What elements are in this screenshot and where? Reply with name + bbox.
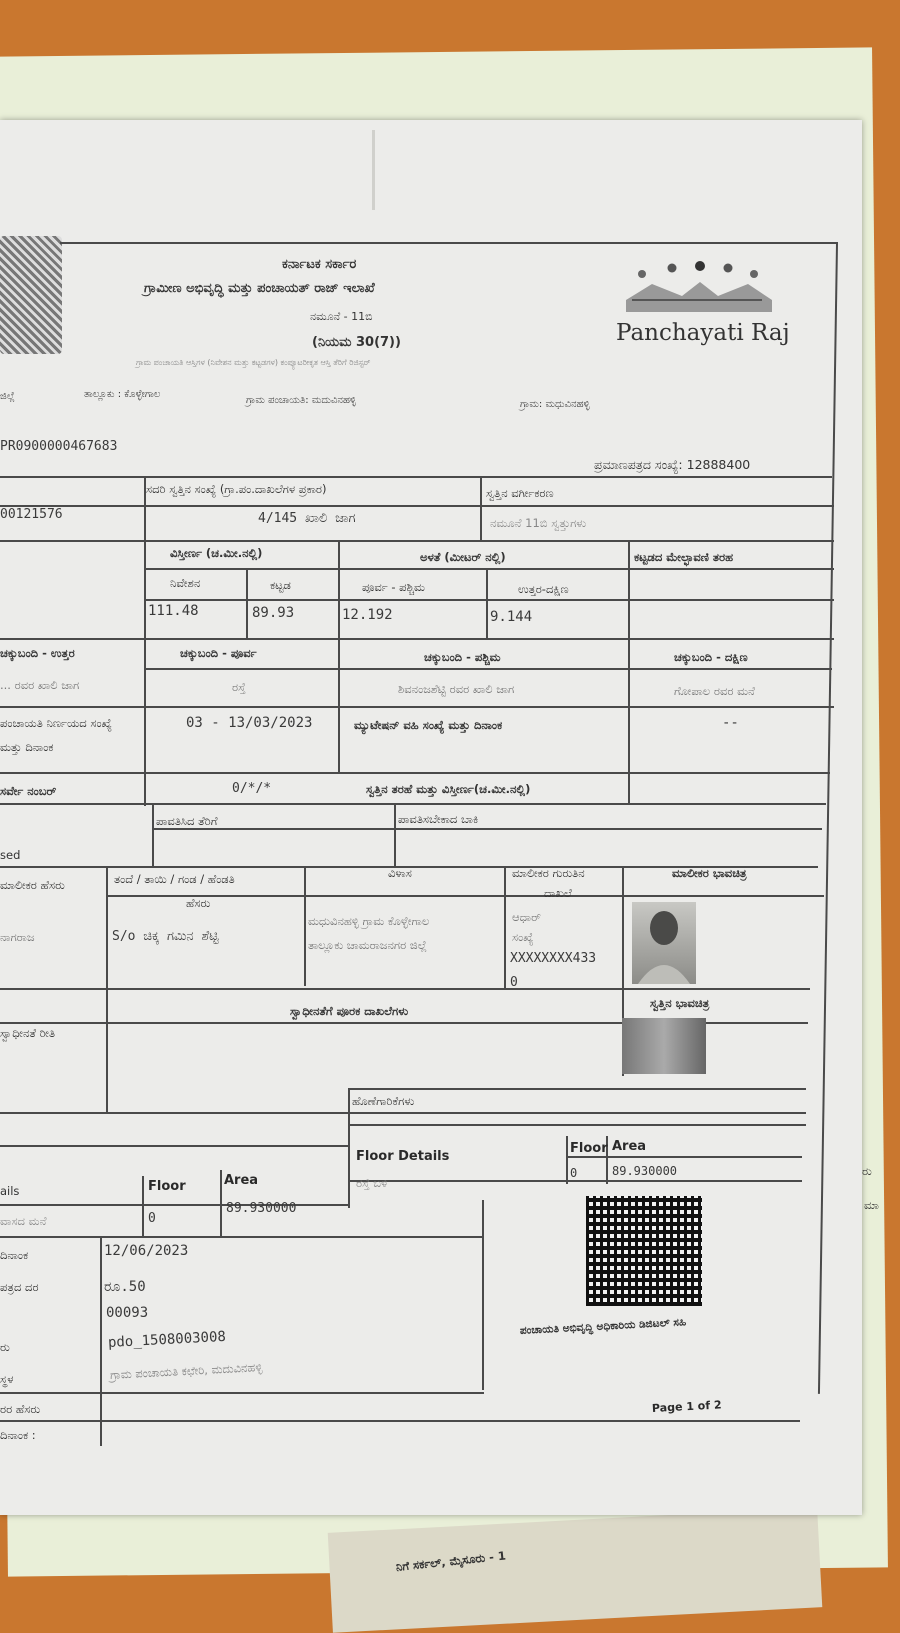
row-line-25 bbox=[0, 1420, 800, 1422]
col-line-13 bbox=[348, 1088, 350, 1208]
col-line-6 bbox=[628, 540, 630, 804]
row-line-13 bbox=[106, 895, 824, 897]
mutation-label: ಮ್ಯುಟೇಷನ್ ವಹಿ ಸಂಖ್ಯೆ ಮತ್ತು ದಿನಾಂಕ bbox=[354, 718, 503, 732]
owner-name: ನಾಗರಾಜ bbox=[0, 930, 35, 944]
col-line-8 bbox=[394, 803, 396, 866]
row-line-2 bbox=[0, 505, 834, 507]
owner-photo bbox=[632, 902, 696, 984]
building-type-label: ಕಟ್ಟಡದ ಮೇಲ್ಛಾವಣಿ ತರಹ bbox=[634, 550, 734, 564]
floor-mid-value: ರಸ್ತೆ ಬಳಿ bbox=[356, 1176, 388, 1190]
row-line-24 bbox=[0, 1392, 484, 1394]
col-line-14 bbox=[142, 1176, 144, 1236]
row-line-17 bbox=[348, 1088, 806, 1090]
floor-details-left: ails bbox=[0, 1184, 20, 1198]
property-photo bbox=[622, 1018, 706, 1074]
owner-address-2: ತಾಲ್ಲೂಕು ಚಾಮರಾಜನಗರ ಜಿಲ್ಲೆ bbox=[308, 938, 427, 952]
owner-parent: S/o ಚಿಕ್ಕ ಗಮಿನ ಶೆಟ್ಟಿ bbox=[112, 929, 219, 944]
panchayati-raj-logo bbox=[616, 260, 790, 360]
west-boundary-value: ಶಿವನಂಜಶೆಟ್ಟಿ ರವರ ಖಾಲಿ ಜಾಗ bbox=[398, 682, 515, 696]
area-label: ವಿಸ್ತೀರ್ಣ (ಚ.ಮೀ.ನಲ್ಲಿ) bbox=[170, 546, 263, 560]
col-line-19 bbox=[482, 1200, 484, 1390]
property-class-label: ಸ್ವತ್ತಿನ ವರ್ಗೀಕರಣ bbox=[486, 486, 554, 500]
east-boundary-label: ಚಕ್ಕುಬಂದಿ - ಪೂರ್ವ bbox=[180, 646, 257, 660]
user-label: ರು bbox=[0, 1340, 10, 1354]
col-line-15 bbox=[220, 1170, 222, 1236]
digital-signature-label: ಪಂಚಾಯತಿ ಅಭಿವೃದ್ಧಿ ಅಧಿಕಾರಿಯ ಡಿಜಿಟಲ್ ಸಹಿ bbox=[519, 1316, 687, 1337]
paid-tax-label: ಪಾವತಿಸಿದ ತೆರಿಗೆ bbox=[156, 814, 218, 828]
area-header-right: Area bbox=[612, 1139, 647, 1154]
row-line-1 bbox=[0, 476, 832, 478]
measure-label: ಅಳತೆ (ಮೀಟರ್ ನಲ್ಲಿ) bbox=[420, 550, 506, 564]
north-south-label: ಉತ್ತರ-ದಕ್ಷಿಣ bbox=[518, 582, 569, 596]
form-number: ನಮೂನೆ - 11ಬಿ bbox=[310, 310, 373, 323]
logo-text: Panchayati Raj bbox=[616, 320, 790, 346]
survey-value: 0/*/* bbox=[232, 781, 272, 796]
fee-value: ರೂ.50 bbox=[104, 1279, 146, 1295]
row-line-22 bbox=[348, 1180, 802, 1182]
row-line-4 bbox=[146, 568, 834, 570]
owner-id-1: ಆಧಾರ್ bbox=[512, 910, 541, 924]
rule-number: (ನಿಯಮ 30(7)) bbox=[312, 335, 401, 350]
issue-date-label: ದಿನಾಂಕ bbox=[0, 1248, 29, 1262]
row-line-11 bbox=[154, 828, 822, 830]
issue-date: 12/06/2023 bbox=[104, 1243, 189, 1259]
owner-photo-label: ಮಾಲೀಕರ ಭಾವಚಿತ್ರ bbox=[672, 866, 747, 880]
karnataka-emblem-icon bbox=[0, 236, 62, 354]
row-line-16 bbox=[0, 1112, 806, 1114]
owner-id-label: ಮಾಲೀಕರ ಗುರುತಿನ bbox=[512, 866, 585, 880]
area-value-left: 89.930000 bbox=[226, 1201, 297, 1216]
serial-number: 00093 bbox=[106, 1305, 149, 1321]
area-header-left: Area bbox=[224, 1173, 259, 1188]
floor-header-right: Floor bbox=[570, 1141, 608, 1156]
owner-name-label: ಮಾಲೀಕರ ಹೆಸರು bbox=[0, 878, 65, 892]
owner-id-3: XXXXXXXX433 bbox=[510, 951, 597, 966]
row-line-9 bbox=[0, 772, 830, 774]
epid-number: PR0900000467683 bbox=[0, 439, 118, 454]
col-line-1 bbox=[144, 476, 146, 806]
south-boundary-label: ಚಕ್ಕುಬಂದಿ - ದಕ್ಷಿಣ bbox=[674, 650, 748, 664]
people-logo-icon bbox=[622, 260, 772, 312]
floor-type-left: ವಾಸದ ಮನೆ bbox=[0, 1214, 47, 1228]
north-boundary-value: ... ರವರ ಖಾಲಿ ಜಾಗ bbox=[0, 678, 80, 692]
col-line-2 bbox=[480, 476, 482, 540]
site-label: ನಿವೇಶನ bbox=[170, 576, 201, 590]
page-number: Page 1 of 2 bbox=[651, 1398, 722, 1415]
ownership-type-label: ಸ್ವಾಧೀನತೆ ರೀತಿ bbox=[0, 1026, 56, 1040]
col-line-7 bbox=[152, 803, 154, 866]
owner-parent-label: ತಂದೆ / ತಾಯಿ / ಗಂಡ / ಹೆಂಡತಿ bbox=[114, 872, 235, 886]
row-line-14 bbox=[0, 988, 810, 990]
north-south-value: 9.144 bbox=[490, 609, 533, 625]
col-line-5 bbox=[486, 568, 488, 638]
col-line-11 bbox=[504, 866, 506, 990]
floor-header-left: Floor bbox=[148, 1179, 186, 1194]
north-boundary-label: ಚಕ್ಕುಬಂದಿ - ಉತ್ತರ bbox=[0, 646, 75, 660]
resolution-label: ಪಂಚಾಯತಿ ನಿರ್ಣಯದ ಸಂಖ್ಯೆ bbox=[0, 716, 112, 730]
floor-value-right: 0 bbox=[570, 1166, 578, 1180]
row-line-7 bbox=[146, 668, 832, 670]
place-label: ಸ್ಥಳ bbox=[0, 1372, 14, 1386]
right-edge-b: ಮಾ bbox=[864, 1198, 879, 1212]
row-line-3 bbox=[0, 540, 834, 542]
tax-side-text: sed bbox=[0, 848, 21, 862]
qr-code bbox=[586, 1196, 702, 1306]
property-photo-label: ಸ್ವತ್ತಿನ ಭಾವಚಿತ್ರ bbox=[650, 996, 710, 1010]
row-line-8 bbox=[0, 706, 834, 708]
west-boundary-label: ಚಕ್ಕುಬಂದಿ - ಪಶ್ಚಿಮ bbox=[424, 650, 501, 664]
area-value-right: 89.930000 bbox=[612, 1164, 678, 1178]
place-value: ಗ್ರಾಮ ಪಂಚಾಯತಿ ಕಛೇರಿ, ಮದುವಿನಹಳ್ಳಿ bbox=[109, 1360, 263, 1382]
ownership-docs-label: ಸ್ವಾಧೀನತೆಗೆ ಪೂರಕ ದಾಖಲೆಗಳು bbox=[290, 1004, 409, 1018]
certificate-number: ಪ್ರಮಾಣಪತ್ರದ ಸಂಖ್ಯೆ: 12888400 bbox=[594, 457, 751, 472]
signer-name-label: ರರ ಹೆಸರು bbox=[0, 1402, 41, 1416]
south-boundary-value: ಗೋಪಾಲ ರವರ ಮನೆ bbox=[674, 684, 755, 698]
owner-parent-label-2: ಹೆಸರು bbox=[186, 896, 211, 910]
row-line-20 bbox=[566, 1156, 802, 1158]
fold-line bbox=[372, 130, 375, 210]
col-line-18 bbox=[100, 1236, 102, 1446]
property-id-value: 4/145 ಖಾಲಿ ಜಾಗ bbox=[258, 511, 356, 526]
date2-label: ದಿನಾಂಕ : bbox=[0, 1428, 36, 1442]
mutation-value: -- bbox=[722, 715, 739, 731]
east-west-value: 12.192 bbox=[342, 607, 393, 623]
fee-label: ಪತ್ರದ ದರ bbox=[0, 1280, 39, 1294]
survey-label: ಸರ್ವೇ ನಂಬರ್ bbox=[0, 784, 57, 798]
property-id-left: 00121576 bbox=[0, 507, 63, 522]
bottom-stamp: ನಿಗೆ ಸರ್ಕಲ್, ಮೈಸೂರು - 1 bbox=[395, 1548, 507, 1574]
row-line-10 bbox=[0, 803, 826, 805]
gp-label: ಗ್ರಾಮ ಪಂಚಾಯತಿ: ಮದುವಿನಹಳ್ಳಿ bbox=[246, 395, 356, 406]
register-subtitle: ಗ್ರಾಮ ಪಂಚಾಯತಿ ಆಸ್ತಿಗಳ (ನಿವೇಶನ ಮತ್ತು ಕಟ್ಟಡಗಳ) ಕಂಪ್ಯೂಟರೀಕೃತ ಆಸ್ತಿ ತೆರಿಗೆ ರಿಜಿಸ್ಟರ್ bbox=[136, 358, 371, 367]
taluk-label: ತಾಲ್ಲೂಕು : ಕೊಳ್ಳೇಗಾಲ bbox=[84, 389, 161, 400]
property-id-label: ಸದರಿ ಸ್ವತ್ತಿನ ಸಂಖ್ಯೆ (ಗ್ರಾ.ಪಂ.ದಾಖಲೆಗಳ ಪ್ರಕಾರ) bbox=[146, 482, 327, 496]
owner-id-2: ಸಂಖ್ಯೆ bbox=[512, 930, 534, 944]
district-label: ಜಿಲ್ಲೆ bbox=[0, 391, 15, 402]
outer-top-border bbox=[60, 242, 838, 244]
resolution-value: 03 - 13/03/2023 bbox=[186, 715, 313, 731]
row-line-18 bbox=[0, 1145, 348, 1147]
row-line-5 bbox=[146, 599, 834, 601]
property-class-value: ನಮೂನೆ 11ಬಿ ಸ್ವತ್ತುಗಳು bbox=[490, 516, 587, 530]
right-edge-a: ರು bbox=[862, 1164, 872, 1178]
owner-address-1: ಮಧುವಿನಹಳ್ಳಿ ಗ್ರಾಮ ಕೊಳ್ಳೇಗಾಲ bbox=[308, 914, 430, 928]
east-west-label: ಪೂರ್ವ - ಪಶ್ಚಿಮ bbox=[362, 580, 425, 594]
floor-details-label: Floor Details bbox=[356, 1149, 450, 1164]
user-id: pdo_1508003008 bbox=[107, 1328, 227, 1351]
building-label: ಕಟ್ಟಡ bbox=[270, 578, 291, 592]
due-tax-label: ಪಾವತಿಸಬೇಕಾದ ಬಾಕಿ bbox=[398, 812, 479, 826]
row-line-6 bbox=[0, 638, 834, 640]
floor-value-left: 0 bbox=[148, 1211, 156, 1226]
resolution-label-2: ಮತ್ತು ದಿನಾಂಕ bbox=[0, 740, 54, 754]
village-label: ಗ್ರಾಮ: ಮಧುವಿನಹಳ್ಳಿ bbox=[520, 399, 590, 410]
owner-address-label: ವಿಳಾಸ bbox=[388, 866, 412, 880]
gov-title: ಕರ್ನಾಟಕ ಸರ್ಕಾರ bbox=[282, 257, 357, 272]
row-line-19 bbox=[348, 1124, 806, 1126]
building-area-value: 89.93 bbox=[252, 605, 295, 621]
row-line-23 bbox=[0, 1236, 484, 1238]
department-title: ಗ್ರಾಮೀಣ ಅಭಿವೃದ್ಧಿ ಮತ್ತು ಪಂಚಾಯತ್ ರಾಜ್ ಇಲಾಖೆ bbox=[144, 281, 375, 296]
owner-id-label-2: ದಾಖಲೆ bbox=[544, 886, 572, 900]
col-line-9 bbox=[106, 866, 108, 1112]
property-type-label: ಸ್ವತ್ತಿನ ತರಹೆ ಮತ್ತು ವಿಸ್ತೀರ್ಣ(ಚ.ಮೀ.ನಲ್ಲಿ) bbox=[366, 782, 531, 796]
col-line-10 bbox=[304, 866, 306, 986]
owner-id-4: 0 bbox=[510, 975, 518, 990]
liabilities-label: ಹೊಣೆಗಾರಿಕೆಗಳು bbox=[352, 1094, 415, 1108]
site-area-value: 111.48 bbox=[148, 603, 199, 619]
col-line-3 bbox=[246, 568, 248, 638]
east-boundary-value: ರಸ್ತೆ bbox=[232, 680, 246, 694]
col-line-4 bbox=[338, 540, 340, 772]
col-line-16 bbox=[566, 1136, 568, 1184]
